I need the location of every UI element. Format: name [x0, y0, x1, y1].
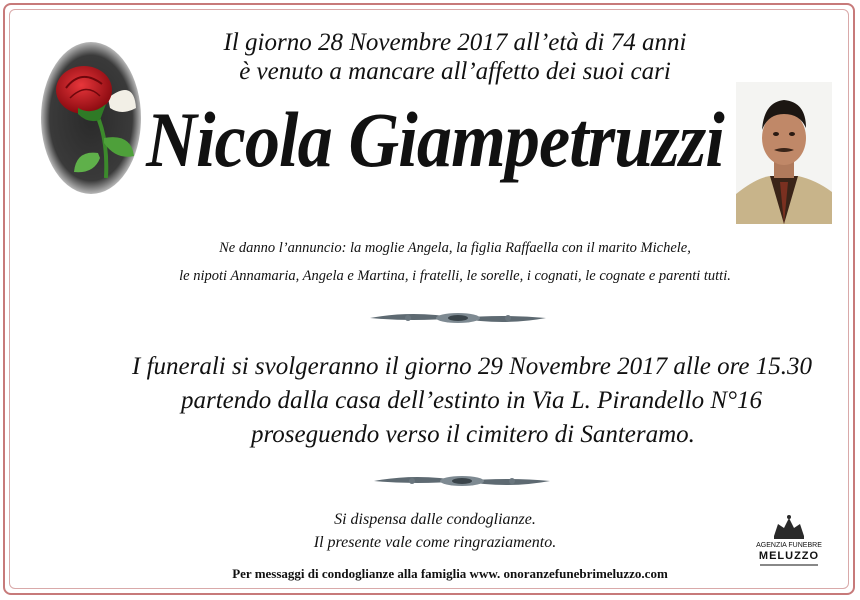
intro-text: [150, 28, 760, 86]
agency-logo-line1: AGENZIA FUNEBRE: [756, 542, 822, 549]
announcement-text: [140, 234, 770, 290]
closing-line-thanks: Il presente vale come ringraziamento.: [313, 534, 557, 551]
agency-logo-line2: MELUZZO: [758, 550, 820, 562]
funeral-line-departure: partendo dalla casa dell’estinto in Via L. Pirandello N°16: [181, 387, 763, 414]
ornament-divider-icon: [372, 473, 552, 489]
deceased-name: Nicola Giampetruzzi: [146, 96, 724, 183]
intro-line-passing: è venuto a mancare all’affetto dei suoi cari: [239, 58, 671, 85]
funeral-line-cemetery: proseguendo verso il cimitero di Santeramo.: [251, 421, 695, 448]
agency-emblem-icon: [770, 512, 808, 540]
announcement-line-1: Ne danno l’annuncio: la moglie Angela, la figlia Raffaella con il marito Michele,: [219, 240, 691, 256]
agency-logo-fineprint: [760, 564, 818, 566]
closing-line-condolences: Si dispensa dalle condoglianze.: [334, 511, 536, 528]
funeral-info: [90, 350, 860, 452]
announcement-line-2: le nipoti Annamaria, Angela e Martina, i fratelli, le sorelle, i cognati, le cognate e parenti tutti.: [179, 268, 731, 284]
funeral-line-date: I funerali si svolgeranno il giorno 29 Novembre 2017 alle ore 15.30: [132, 353, 813, 380]
portrait-photo: [736, 82, 832, 224]
ornament-divider-icon: [368, 310, 548, 326]
footer-website: Per messaggi di condoglianze alla famiglia www. onoranzefunebrimeluzzo.com: [232, 566, 668, 581]
red-rose-icon: [36, 38, 146, 198]
intro-line-date: Il giorno 28 Novembre 2017 all’età di 74 anni: [223, 29, 687, 56]
agency-logo: [754, 512, 824, 570]
closing-text: [240, 508, 630, 554]
